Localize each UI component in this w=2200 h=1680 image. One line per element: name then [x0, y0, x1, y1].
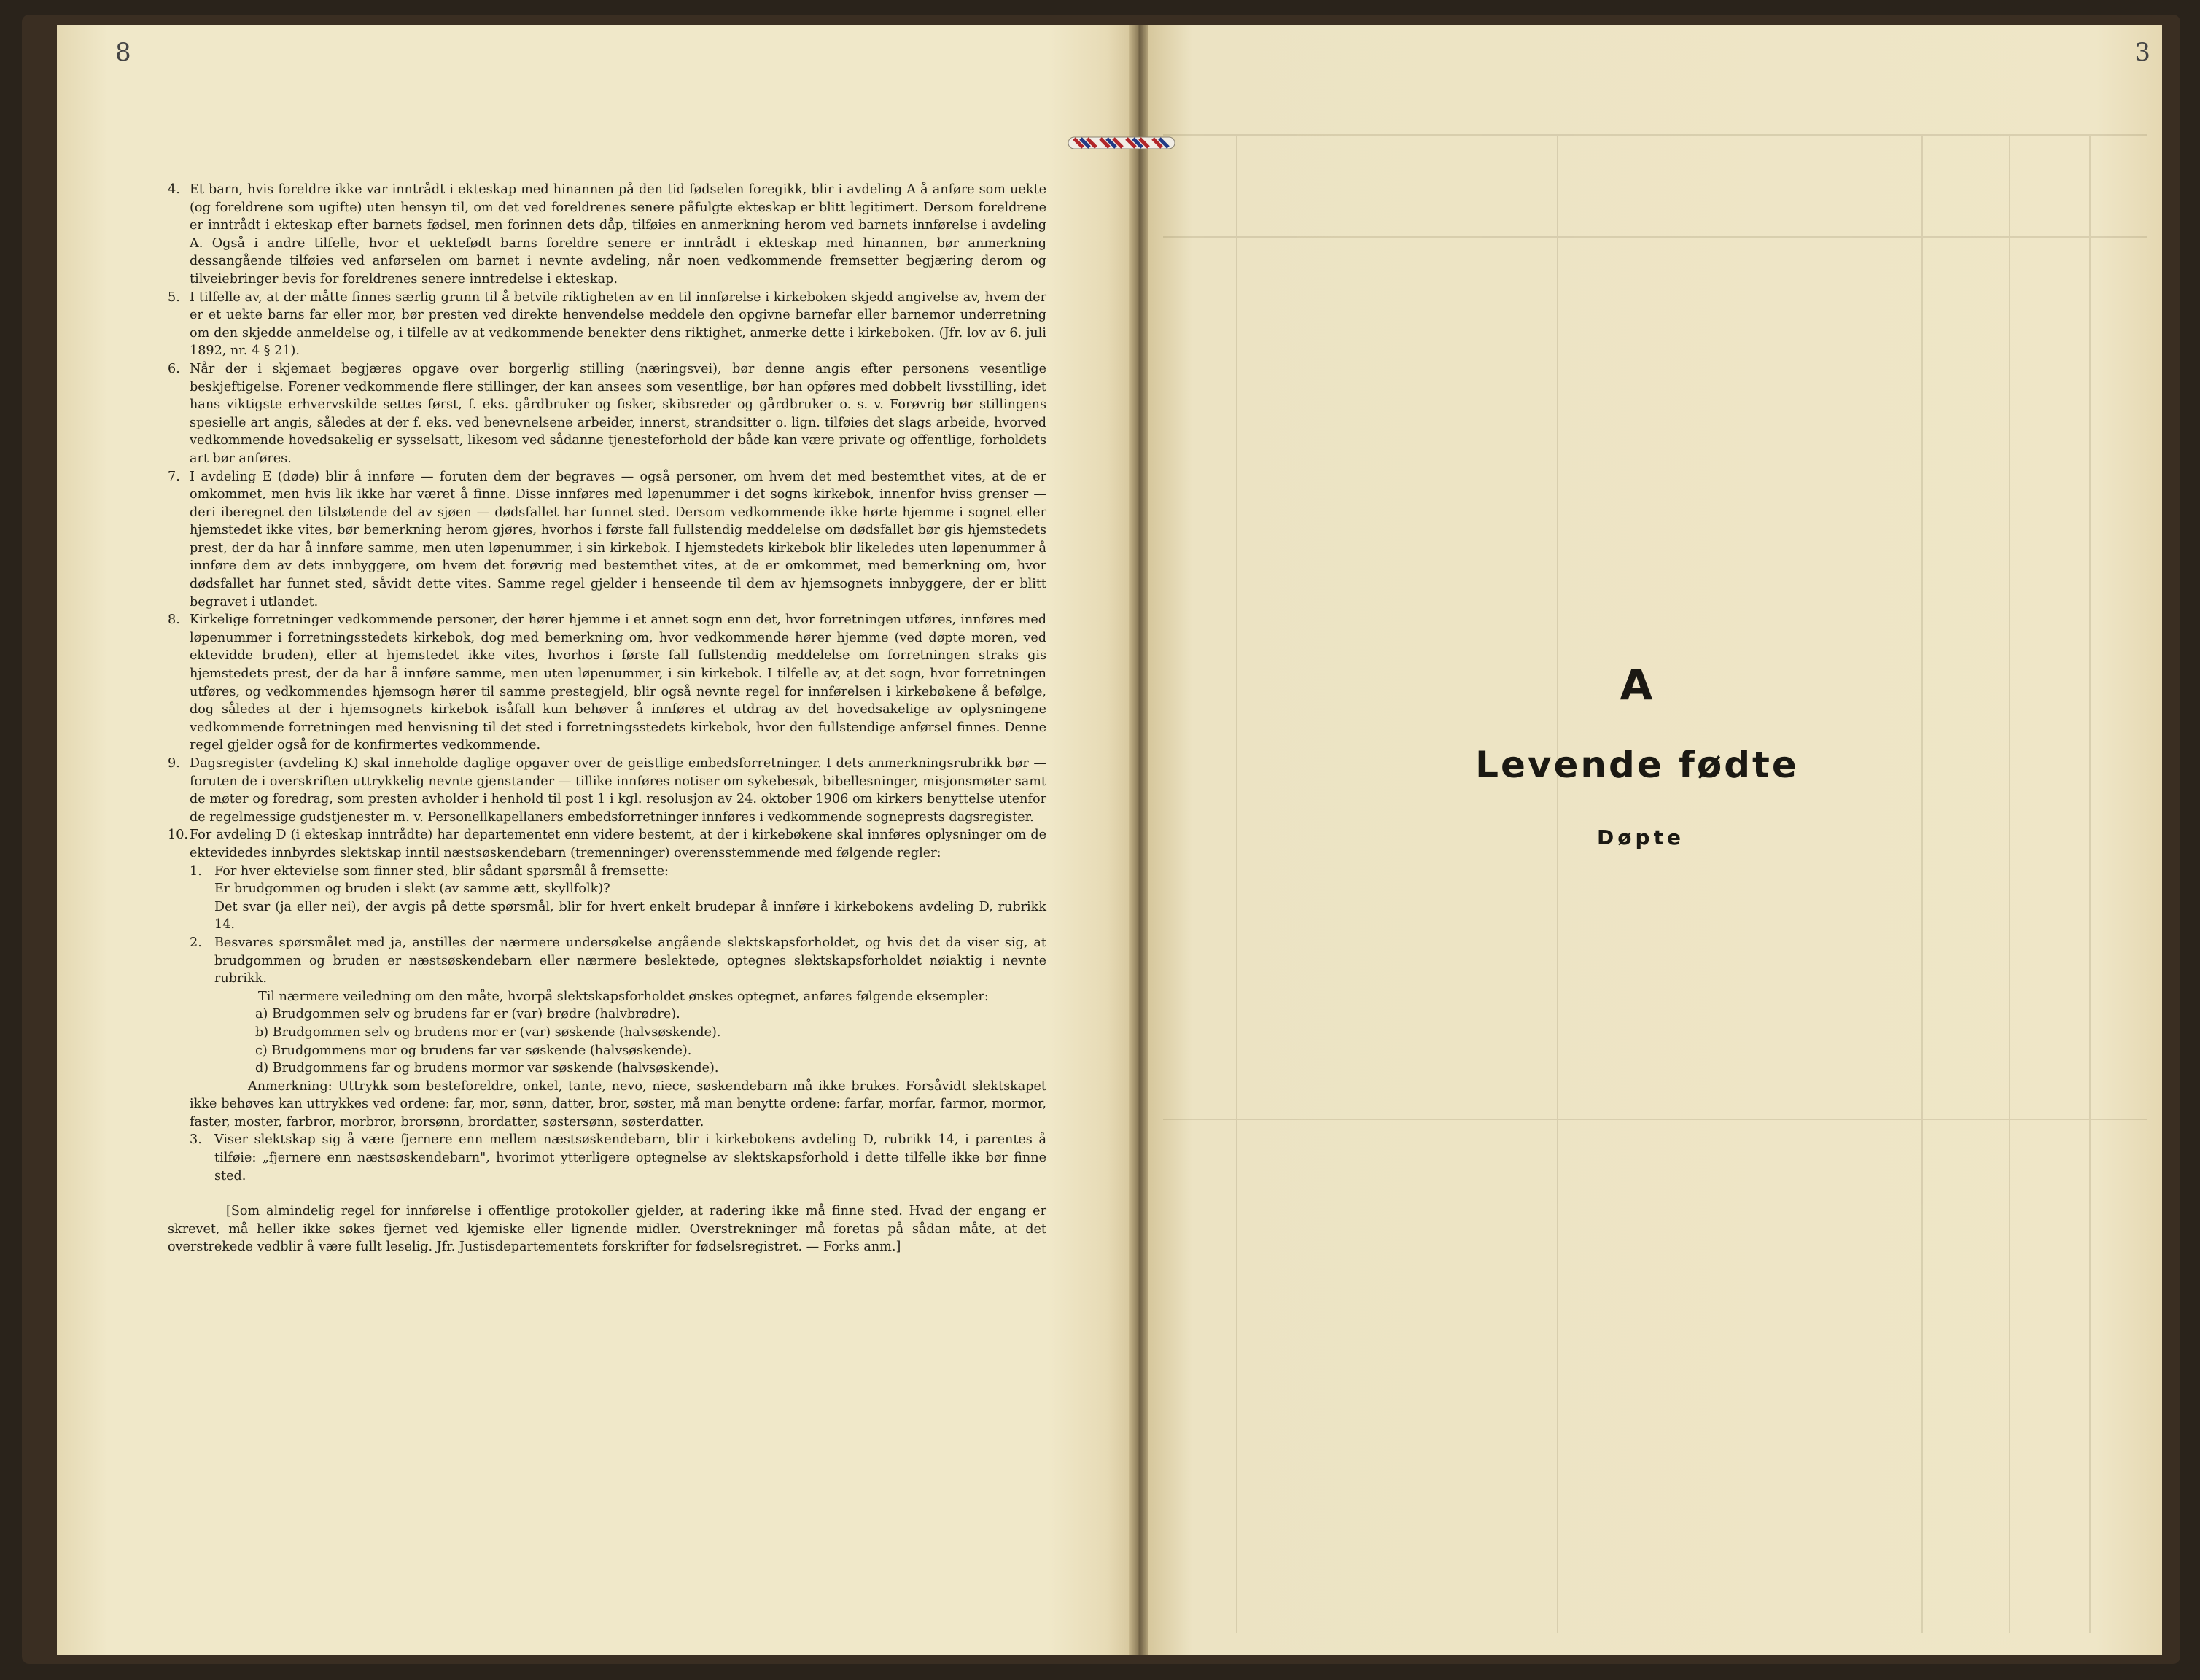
instruction-item: 4. Et barn, hvis foreldre ikke var inntrådt i ekteskap med hinannen på den tid fødselen foregikk, blir i avdeling A å anføre som uekte (og foreldrene som ugifte) uten hensyn til, om det ved foreldrenes senere påfulgte ekteskap er blitt legitimert. Dersom foreldrene er inntrådt i ekteskap efter barnets fødsel, men forinnen dets dåp, tilføies en anmerkning herom ved barnets innførelse i avdeling A. Også i andre tilfelle, hvor et uektefødt barns foreldre senere er inntrådt i ekteskap med hinannen, bør anmerkning dessangående tilføies ved anførselen om barnet i nevnte avdeling, når noen vedkommende fremsetter begjæring derom og tilveiebringer bevis for foreldrenes senere inntredelse i ekteskap.: [168, 182, 1046, 287]
right-page-number: 3: [2134, 38, 2150, 67]
book-gutter: [1129, 25, 1148, 1655]
instruction-item: 9. Dagsregister (avdeling K) skal inneholde daglige opgaver over de geistlige embedsforretninger. I dets anmerkningsrubrikk bør — foruten de i overskriften uttrykkelig nevnte gjenstander — tillike innføres notiser om sykebesøk, bibellesninger, misjonsmøter samt de møter og foredrag, som presten avholder i henhold til post 1 i kgl. resolusjon av 24. oktober 1906 om kirkers benyttelse utenfor de regelmessige gudstjenester m. v. Personellkapellaners embedsforretninger innføres i vedkommende sogneprests dagsregister.: [168, 756, 1046, 825]
rule-10-subitems: [168, 863, 1046, 1186]
instruction-item: 10. For avdeling D (i ekteskap inntrådte) har departementet enn videre bestemt, at der i kirkebøkene skal innføres oplysninger om de ektevidedes innbyrdes slektskap inntil næstsøskendebarn (tremenninger) overensstemmende med følgende regler:: [168, 828, 1046, 860]
subitem: 3. Viser slektskap sig å være fjernere enn mellem næstsøskendebarn, blir i kirkebokens avdeling D, rubrikk 14, i parentes å tilføie: „fjernere enn næstsøskendebarn", hvorimot ytterligere optegnelse av slektskapsforhold i dette tilfelle ikke bør finne sted.: [190, 1132, 1046, 1183]
section-title: Levende fødte: [1475, 744, 1799, 786]
instructions-text: [168, 181, 1046, 1256]
example-line: a) Brudgommen selv og brudens far er (var) brødre (halvbrødre).: [255, 1007, 680, 1022]
instruction-item: 5. I tilfelle av, at der måtte finnes særlig grunn til å betvile riktigheten av en til innførelse i kirkeboken skjedd angivelse av, hvem der er et uekte barns far eller mor, bør presten ved direkte henvendelse meddele den opgivne barnefar eller barnemor underretning om den skjedde anmeldelse og, i tilfelle av at vedkommende benekter dens riktighet, anmerke dette i kirkeboken. (Jfr. lov av 6. juli 1892, nr. 4 § 21).: [168, 289, 1046, 359]
remark: Anmerkning: Uttrykk som besteforeldre, onkel, tante, nevo, niece, søskendebarn må ikke brukes. Forsåvidt slektskapet ikke behøves kan uttrykkes ved ordene: far, mor, sønn, datter, bror, søster, må man benytte ordene: farfar, morfar, farmor, mormor, faster, moster, farbror, morbror, brorsønn, brordatter, søstersønn, søsterdatter.: [190, 1078, 1046, 1129]
binding-cord: [1067, 130, 1176, 156]
section-subtitle: Døpte: [1597, 825, 1684, 849]
example-line: b) Brudgommen selv og brudens mor er (var) søskende (halvsøskende).: [255, 1024, 721, 1040]
instruction-item: 8. Kirkelige forretninger vedkommende personer, der hører hjemme i et annet sogn enn det, hvor forretningen utføres, innføres med løpenummer i forretningsstedets kirkebok, dog med bemerkning om, hvor vedkommende hører hjemme (ved døpte moren, ved ektevidde bruden), eller at hjemstedet ikke vites, hvorhos i første fall fullstendig meddelelse om forretningen straks gis hjemstedets prest, der da har å innføre samme, men uten løpenummer, i sin kirkebok. I tilfelle av, at det sogn, hvor forretningen utføres, og vedkommendes hjemsogn hører til samme prestegjeld, blir også nevnte regel for innførelsen i kirkebøkene å befølge, dog således at der i hjemsognets kirkebok isåfall kun behøver å innføres et utdrag av det hovedsakelige av oplysningene vedkommende forretningen med henvisning til det sted i forretningsstedets kirkebok, hvor den fullstendige anførsel finnes. Denne regel gjelder også for de konfirmertes vedkommende.: [168, 612, 1046, 753]
subitem: 1. For hver ektevielse som finner sted, blir sådant spørsmål å fremsette: Er brudgommen og bruden i slekt (av samme ætt, skyllfolk)? Det svar (ja eller nei), der avgis på dette spørsmål, blir for hvert enkelt brudepar å innføre i kirkebokens avdeling D, rubrikk 14.: [190, 863, 1046, 933]
section-letter: A: [1620, 660, 1653, 709]
example-line: d) Brudgommens far og brudens mormor var søskende (halvsøskende).: [255, 1061, 719, 1076]
instruction-item: 7. I avdeling E (døde) blir å innføre — foruten dem der begraves — også personer, om hvem det med bestemthet vites, at de er omkommet, men hvis lik ikke har været å finne. Disse innføres med løpenummer i det sogns kirkebok, innenfor hviss grenser — deri iberegnet den tilstøtende del av sjøen — dødsfallet har funnet sted. Dersom vedkommende ikke hørte hjemme i sognet eller hjemstedet ikke vites, bør bemerkning herom gjøres, hvorhos i første fall fullstendig meddelelse om dødsfallet bør gis hjemstedets prest, der da har å innføre samme, men uten løpenummer, i sin kirkebok. I hjemstedets kirkebok blir likeledes uten løpenummer å innføre dem av dets innbyggere, om hvem det forøvrig med bestemthet vites, at de er omkommet, med bemerkning om, hvor dødsfallet har funnet sted, såvidt dette vites. Samme regel gjelder i henseende til dem av hjemsognets innbyggere, der er blitt begravet i utlandet.: [168, 469, 1046, 610]
left-page-number: 8: [115, 38, 131, 67]
closing-note: [Som almindelig regel for innførelse i offentlige protokoller gjelder, at radering ikke må finne sted. Hvad der engang er skrevet, må heller ikke søkes fjernet ved kjemiske eller lignende midler. Overstrekninger må foretas på sådan måte, at det overstrekede vedblir å være fullt leselig. Jfr. Justisdepartementets forskrifter for fødselsregistret. — Forks anm.]: [168, 1204, 1046, 1255]
subitem: 2. Besvares spørsmålet med ja, anstilles der nærmere undersøkelse angående slektskapsforholdet, og hvis det da viser sig, at brudgommen og bruden er næstsøskendebarn eller nærmere beslektede, optegnes slektskapsforholdet nøiaktig i nevnte rubrikk. Til nærmere veiledning om den måte, hvorpå slektskapsforholdet ønskes optegnet, anføres følgende eksempler:: [190, 935, 1046, 1004]
instruction-item: 6. Når der i skjemaet begjæres opgave over borgerlig stilling (næringsvei), bør denne angis efter personens vesentlige beskjeftigelse. Forener vedkommende flere stillinger, der kan ansees som vesentlige, bør han opføres med dobbelt livsstilling, idet hans viktigste erhvervskilde settes først, f. eks. gårdbruker og fisker, skibsreder og gårdbruker o. s. v. Forøvrig bør stillingens spesielle art angis, således at der f. eks. ved benevnelsene arbeider, innerst, strandsitter o. lign. tilføies det slags arbeide, hvorved vedkommende hovedsakelig er sysselsatt, likesom ved sådanne tjenesteforhold der både kan være private og offentlige, forholdets art bør anføres.: [168, 361, 1046, 466]
example-line: c) Brudgommens mor og brudens far var søskende (halvsøskende).: [255, 1043, 692, 1058]
